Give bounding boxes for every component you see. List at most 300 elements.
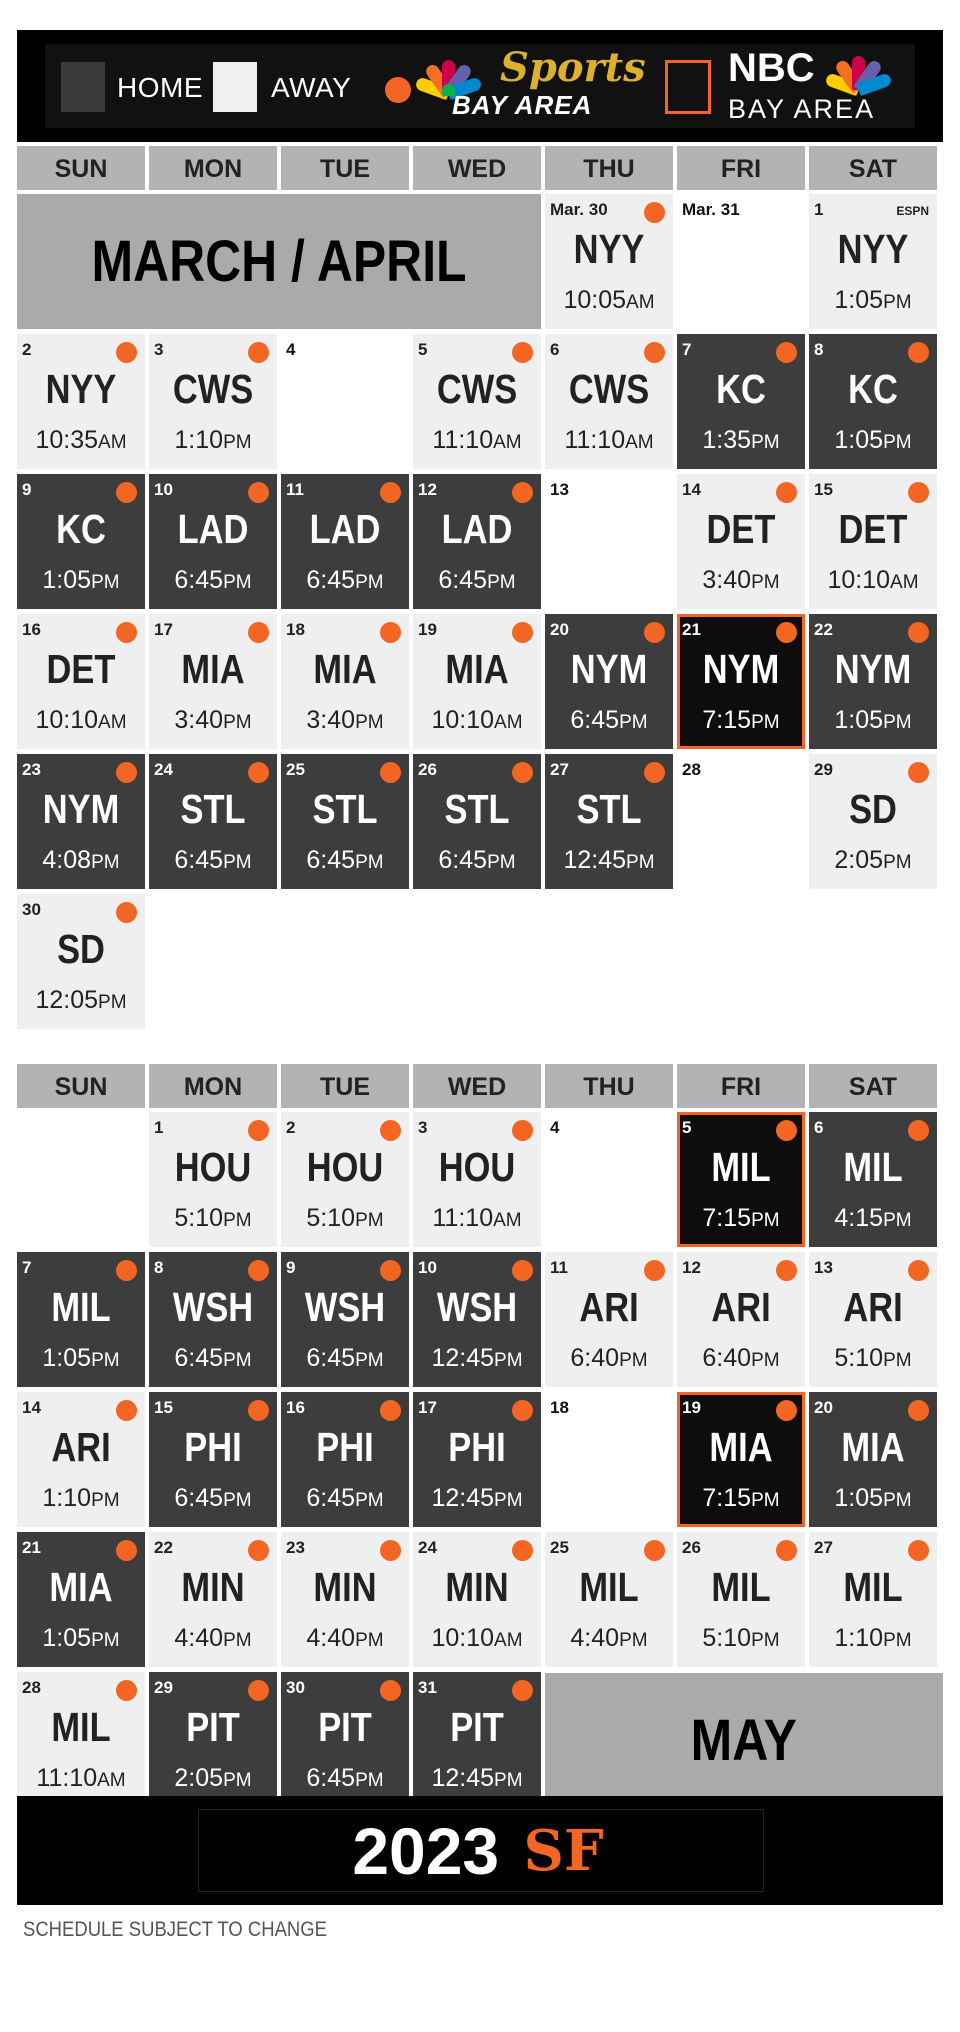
- game-date: 7: [682, 340, 692, 359]
- nbcs-broadcast-dot: [248, 1400, 269, 1421]
- game-cell[interactable]: [17, 1532, 145, 1667]
- game-cell[interactable]: [809, 1532, 937, 1667]
- game-time-ampm: PM: [883, 852, 912, 873]
- nbcs-broadcast-dot: [908, 1260, 929, 1281]
- game-cell[interactable]: [17, 754, 145, 889]
- game-time-ampm: PM: [751, 1210, 780, 1231]
- nbcs-broadcast-dot: [776, 1400, 797, 1421]
- nbcs-broadcast-dot: [248, 1680, 269, 1701]
- weekday-header: SAT: [809, 146, 937, 190]
- nbcs-broadcast-dot: [776, 342, 797, 363]
- opponent: HOU: [438, 1144, 516, 1190]
- game-cell[interactable]: [149, 334, 277, 469]
- game-time-ampm: PM: [91, 572, 120, 593]
- game-time-ampm: PM: [355, 1490, 384, 1511]
- game-time-value: 6:40: [570, 1344, 620, 1372]
- nbcs-broadcast-dot: [116, 1540, 137, 1561]
- opponent: MIN: [313, 1564, 377, 1610]
- opponent: DET: [46, 646, 116, 692]
- opponent: CWS: [172, 366, 254, 412]
- opponent: MIN: [181, 1564, 245, 1610]
- game-cell[interactable]: [413, 1392, 541, 1527]
- opponent: LAD: [441, 506, 513, 552]
- game-time: [677, 1624, 805, 1653]
- game-time-ampm: PM: [355, 712, 384, 733]
- game-time: [413, 1344, 541, 1373]
- game-time-ampm: PM: [223, 1630, 252, 1651]
- away-label: AWAY: [271, 72, 352, 103]
- weekday-header: WED: [413, 1064, 541, 1108]
- game-cell[interactable]: [677, 1532, 805, 1667]
- off-day-cell: [545, 474, 673, 609]
- game-time-ampm: PM: [223, 1490, 252, 1511]
- game-date: 25: [550, 1538, 569, 1557]
- opponent: DET: [706, 506, 776, 552]
- game-time: [677, 1484, 805, 1513]
- game-date: 12: [418, 480, 437, 499]
- nbcs-broadcast-dot: [908, 482, 929, 503]
- game-time: [413, 1204, 541, 1233]
- month-banner-label: MARCH / APRIL: [91, 229, 467, 294]
- game-time: [809, 706, 937, 735]
- game-time: [281, 1204, 409, 1233]
- nbcs-broadcast-dot: [644, 622, 665, 643]
- game-date: 17: [154, 620, 173, 639]
- game-time-ampm: PM: [883, 712, 912, 733]
- game-time: [17, 1624, 145, 1653]
- game-date: 20: [550, 620, 569, 639]
- game-time-value: 6:45: [306, 566, 356, 594]
- game-time: [809, 1204, 937, 1233]
- opponent: PIT: [318, 1704, 372, 1750]
- game-date: 10: [418, 1258, 437, 1277]
- game-time-ampm: PM: [883, 292, 912, 313]
- game-date: 14: [682, 480, 701, 499]
- game-cell[interactable]: [545, 334, 673, 469]
- game-cell[interactable]: [809, 1112, 937, 1247]
- nbcs-broadcast-dot: [248, 622, 269, 643]
- nbcs-broadcast-dot: [512, 1120, 533, 1141]
- game-cell[interactable]: [281, 1532, 409, 1667]
- nbcs-broadcast-dot: [248, 1120, 269, 1141]
- game-time: [149, 426, 277, 455]
- game-time-value: 1:10: [174, 426, 224, 454]
- game-time-ampm: PM: [751, 712, 780, 733]
- game-time-value: 11:10: [36, 1764, 98, 1792]
- game-time: [17, 1484, 145, 1513]
- nbcs-broadcast-dot: [248, 1540, 269, 1561]
- game-cell[interactable]: [809, 474, 937, 609]
- game-time: [149, 1484, 277, 1513]
- game-time: [809, 286, 937, 315]
- nbcs-broadcast-dot: [512, 482, 533, 503]
- game-date: 7: [22, 1258, 32, 1277]
- game-date: 10: [154, 480, 173, 499]
- game-date: 15: [154, 1398, 173, 1417]
- schedule-title-text: SCHEDULE: [299, 1896, 663, 1970]
- game-time: [17, 426, 145, 455]
- game-time: [17, 706, 145, 735]
- nbcs-broadcast-dot: [512, 342, 533, 363]
- opponent: MIA: [445, 646, 509, 692]
- game-cell[interactable]: [17, 334, 145, 469]
- game-date: 30: [22, 900, 41, 919]
- game-time-value: 12:45: [431, 1484, 495, 1512]
- month-banner: [545, 1673, 943, 1808]
- opponent: PHI: [448, 1424, 506, 1470]
- game-time-ampm: PM: [751, 572, 780, 593]
- off-day-cell: [545, 1112, 673, 1247]
- nbcs-broadcast-dot: [908, 762, 929, 783]
- nbcs-logo-word: Sports: [500, 44, 646, 91]
- game-time-ampm: PM: [223, 432, 252, 453]
- game-time-ampm: PM: [751, 1350, 780, 1371]
- nbcs-broadcast-dot: [512, 1260, 533, 1281]
- nbcs-broadcast-dot: [776, 482, 797, 503]
- game-time: [545, 286, 673, 315]
- game-time-value: 2:05: [834, 846, 884, 874]
- off-day-cell: [281, 334, 409, 469]
- nbcs-broadcast-dot: [908, 1400, 929, 1421]
- game-time-ampm: PM: [355, 1350, 384, 1371]
- game-time-value: 10:05: [563, 286, 627, 314]
- game-cell[interactable]: [281, 1112, 409, 1247]
- game-time: [413, 706, 541, 735]
- weekday-header: THU: [545, 1064, 673, 1108]
- game-date: 3: [154, 340, 164, 359]
- game-time-ampm: PM: [883, 432, 912, 453]
- home-label: HOME: [117, 72, 203, 103]
- game-cell[interactable]: [149, 474, 277, 609]
- game-date: 26: [418, 760, 437, 779]
- game-cell[interactable]: [413, 754, 541, 889]
- game-time-value: 3:40: [306, 706, 356, 734]
- game-time-value: 6:45: [438, 846, 488, 874]
- game-time-ampm: AM: [98, 712, 127, 733]
- weekday-header: FRI: [677, 1064, 805, 1108]
- game-cell[interactable]: [17, 614, 145, 749]
- game-time-ampm: AM: [494, 712, 523, 733]
- game-time-value: 5:10: [834, 1344, 884, 1372]
- weekday-header: TUE: [281, 1064, 409, 1108]
- game-cell[interactable]: [149, 614, 277, 749]
- game-cell[interactable]: [545, 754, 673, 889]
- game-time: [149, 566, 277, 595]
- away-swatch: [213, 62, 257, 112]
- opponent: WSH: [172, 1284, 254, 1330]
- game-cell[interactable]: [17, 894, 145, 1029]
- game-date: Mar. 31: [682, 200, 740, 219]
- game-date: 5: [682, 1118, 692, 1137]
- game-date: 31: [418, 1678, 437, 1697]
- game-time-ampm: PM: [751, 1490, 780, 1511]
- game-time-value: 10:35: [35, 426, 99, 454]
- game-cell[interactable]: [413, 1672, 541, 1807]
- nbcs-logo-sub: BAY AREA: [452, 90, 593, 120]
- game-date: 19: [418, 620, 437, 639]
- opponent: STL: [180, 786, 246, 832]
- home-swatch: [61, 62, 105, 112]
- game-cell[interactable]: [17, 1672, 145, 1807]
- game-cell[interactable]: [17, 474, 145, 609]
- game-date: 11: [550, 1258, 568, 1277]
- game-time: [149, 1764, 277, 1793]
- nbcs-broadcast-dot: [908, 1540, 929, 1561]
- nbcs-broadcast-dot: [908, 342, 929, 363]
- nbcs-broadcast-dot: [380, 1120, 401, 1141]
- game-date: 22: [814, 620, 833, 639]
- game-time-value: 4:40: [570, 1624, 620, 1652]
- game-cell[interactable]: [149, 1252, 277, 1387]
- game-cell[interactable]: [809, 1392, 937, 1527]
- game-cell[interactable]: [281, 1672, 409, 1807]
- opponent: NYM: [702, 646, 780, 692]
- game-time-ampm: PM: [355, 852, 384, 873]
- nbcs-broadcast-dot: [380, 482, 401, 503]
- game-date: 12: [682, 1258, 701, 1277]
- game-cell[interactable]: [545, 194, 673, 329]
- game-time-ampm: AM: [625, 432, 654, 453]
- game-time-ampm: PM: [91, 852, 120, 873]
- game-date: 29: [814, 760, 833, 779]
- game-date: 9: [22, 480, 32, 499]
- game-time: [677, 426, 805, 455]
- game-time-value: 10:10: [827, 566, 891, 594]
- opponent: LAD: [309, 506, 381, 552]
- game-cell[interactable]: [545, 614, 673, 749]
- game-time-ampm: PM: [223, 1770, 252, 1791]
- game-time-value: 12:45: [563, 846, 627, 874]
- game-cell[interactable]: [281, 1392, 409, 1527]
- opponent: KC: [848, 366, 898, 412]
- game-cell[interactable]: [413, 1112, 541, 1247]
- game-time-value: 6:45: [438, 566, 488, 594]
- nbcs-broadcast-dot: [248, 482, 269, 503]
- opponent: PHI: [316, 1424, 374, 1470]
- game-date: 29: [154, 1678, 173, 1697]
- off-day-cell: [677, 754, 805, 889]
- game-time-ampm: PM: [223, 572, 252, 593]
- weekday-header: THU: [545, 146, 673, 190]
- game-date: 6: [550, 340, 560, 359]
- game-time-value: 1:05: [42, 1344, 92, 1372]
- game-date: 2: [22, 340, 32, 359]
- game-cell[interactable]: [809, 754, 937, 889]
- game-date: 23: [286, 1538, 305, 1557]
- game-time-value: 1:05: [834, 426, 884, 454]
- game-time-ampm: PM: [223, 1350, 252, 1371]
- game-time: [809, 1344, 937, 1373]
- game-date: 2: [286, 1118, 296, 1137]
- game-time-value: 6:45: [174, 1344, 224, 1372]
- game-cell[interactable]: [545, 1252, 673, 1387]
- nbcs-broadcast-dot: [644, 762, 665, 783]
- game-time-ampm: PM: [883, 1630, 912, 1651]
- game-time-value: 6:40: [702, 1344, 752, 1372]
- game-time: [809, 426, 937, 455]
- weekday-header: WED: [413, 146, 541, 190]
- opponent: PHI: [184, 1424, 242, 1470]
- nbcs-broadcast-dot: [116, 342, 137, 363]
- game-cell[interactable]: [413, 474, 541, 609]
- game-cell[interactable]: [677, 1392, 805, 1527]
- nbc-logo-sub: BAY AREA: [728, 94, 876, 124]
- nbcs-broadcast-dot: [644, 202, 665, 223]
- game-time-value: 6:45: [174, 846, 224, 874]
- opponent: CWS: [436, 366, 518, 412]
- game-date: 21: [22, 1538, 41, 1557]
- game-cell[interactable]: [149, 1392, 277, 1527]
- opponent: NYY: [837, 226, 909, 272]
- game-time-value: 6:45: [174, 1484, 224, 1512]
- game-time-value: 5:10: [306, 1204, 356, 1232]
- game-time: [17, 566, 145, 595]
- game-time-value: 6:45: [174, 566, 224, 594]
- nbcs-broadcast-dot: [644, 342, 665, 363]
- opponent: MIL: [51, 1284, 111, 1330]
- game-cell[interactable]: [677, 474, 805, 609]
- nbcs-broadcast-dot: [116, 622, 137, 643]
- game-date: 24: [154, 760, 173, 779]
- game-time-value: 1:10: [42, 1484, 92, 1512]
- giants-sf-logo: SF: [523, 1818, 604, 1884]
- game-date: 30: [286, 1678, 305, 1697]
- game-cell[interactable]: [677, 1112, 805, 1247]
- nbcs-broadcast-dot: [512, 1680, 533, 1701]
- game-time: [809, 846, 937, 875]
- game-time-ampm: PM: [751, 432, 780, 453]
- game-time-value: 6:45: [306, 1764, 356, 1792]
- opponent: STL: [312, 786, 378, 832]
- game-cell[interactable]: [281, 614, 409, 749]
- opponent: ARI: [51, 1424, 111, 1470]
- nbcs-broadcast-dot: [116, 762, 137, 783]
- game-cell[interactable]: [677, 1252, 805, 1387]
- nbcs-broadcast-dot: [512, 622, 533, 643]
- game-time: [149, 706, 277, 735]
- game-time: [281, 1764, 409, 1793]
- game-time: [545, 1624, 673, 1653]
- nbcs-broadcast-dot: [908, 622, 929, 643]
- game-date: 19: [682, 1398, 701, 1417]
- game-date: 27: [550, 760, 569, 779]
- game-cell[interactable]: [281, 754, 409, 889]
- game-time-ampm: PM: [98, 992, 127, 1013]
- nbcs-broadcast-dot: [248, 1260, 269, 1281]
- weekday-header: MON: [149, 1064, 277, 1108]
- game-time: [545, 1344, 673, 1373]
- game-time-value: 7:15: [702, 706, 752, 734]
- nbc-marker-box: [665, 60, 711, 114]
- game-date: 24: [418, 1538, 437, 1557]
- game-cell[interactable]: [17, 1252, 145, 1387]
- game-time: [809, 1624, 937, 1653]
- game-time: [677, 1204, 805, 1233]
- game-cell[interactable]: [413, 1252, 541, 1387]
- game-cell[interactable]: [149, 754, 277, 889]
- game-cell[interactable]: [413, 1532, 541, 1667]
- game-date: 28: [682, 760, 701, 779]
- game-date: 14: [22, 1398, 41, 1417]
- game-time-ampm: AM: [494, 1630, 523, 1651]
- game-cell[interactable]: [149, 1672, 277, 1807]
- game-time-value: 1:35: [702, 426, 752, 454]
- game-cell[interactable]: [149, 1112, 277, 1247]
- game-cell[interactable]: [809, 1252, 937, 1387]
- opponent: PIT: [450, 1704, 504, 1750]
- weekday-header: FRI: [677, 146, 805, 190]
- game-cell[interactable]: [677, 334, 805, 469]
- game-time-ampm: PM: [619, 1630, 648, 1651]
- game-date: 9: [286, 1258, 296, 1277]
- game-time-ampm: PM: [883, 1350, 912, 1371]
- game-time-ampm: AM: [493, 432, 522, 453]
- game-cell[interactable]: [413, 334, 541, 469]
- game-date: 18: [286, 620, 305, 639]
- opponent: SD: [57, 926, 105, 972]
- game-cell[interactable]: [809, 334, 937, 469]
- game-time: [281, 706, 409, 735]
- game-time-value: 1:05: [834, 286, 884, 314]
- game-cell[interactable]: [809, 614, 937, 749]
- game-time: [545, 426, 673, 455]
- game-time-value: 4:40: [174, 1624, 224, 1652]
- game-date: 23: [22, 760, 41, 779]
- game-time: [677, 566, 805, 595]
- game-date: 8: [814, 340, 824, 359]
- game-time: [149, 1624, 277, 1653]
- game-date: 3: [418, 1118, 428, 1137]
- off-day-cell: [677, 194, 805, 329]
- game-time-ampm: PM: [355, 1770, 384, 1791]
- game-time: [17, 1764, 145, 1793]
- nbc-peacock-icon: [831, 50, 887, 90]
- game-cell[interactable]: [545, 1532, 673, 1667]
- game-time: [281, 1484, 409, 1513]
- opponent: DET: [838, 506, 908, 552]
- game-time-value: 11:10: [432, 426, 494, 454]
- game-time-ampm: PM: [223, 1210, 252, 1231]
- game-time-ampm: PM: [487, 852, 516, 873]
- opponent: WSH: [436, 1284, 518, 1330]
- game-time-value: 10:10: [431, 1624, 495, 1652]
- game-cell[interactable]: [281, 1252, 409, 1387]
- game-date: 1: [154, 1118, 164, 1137]
- game-time-value: 1:10: [834, 1624, 884, 1652]
- game-time: [413, 1484, 541, 1513]
- game-cell[interactable]: [413, 614, 541, 749]
- opponent: MIN: [445, 1564, 509, 1610]
- game-time: [413, 1764, 541, 1793]
- game-date: 8: [154, 1258, 164, 1277]
- weekday-header: SUN: [17, 1064, 145, 1108]
- game-time-ampm: PM: [883, 1210, 912, 1231]
- game-cell[interactable]: [149, 1532, 277, 1667]
- opponent: ARI: [843, 1284, 903, 1330]
- game-time-ampm: PM: [751, 1630, 780, 1651]
- game-time-value: 11:10: [432, 1204, 494, 1232]
- nbcs-broadcast-dot: [512, 762, 533, 783]
- game-cell[interactable]: [17, 1392, 145, 1527]
- opponent: NYM: [570, 646, 648, 692]
- game-time: [149, 1204, 277, 1233]
- game-date: 18: [550, 1398, 569, 1417]
- game-cell[interactable]: [677, 614, 805, 749]
- nbcs-broadcast-dot: [116, 1400, 137, 1421]
- game-time-ampm: PM: [91, 1350, 120, 1371]
- game-cell[interactable]: [809, 194, 937, 329]
- game-cell[interactable]: [281, 474, 409, 609]
